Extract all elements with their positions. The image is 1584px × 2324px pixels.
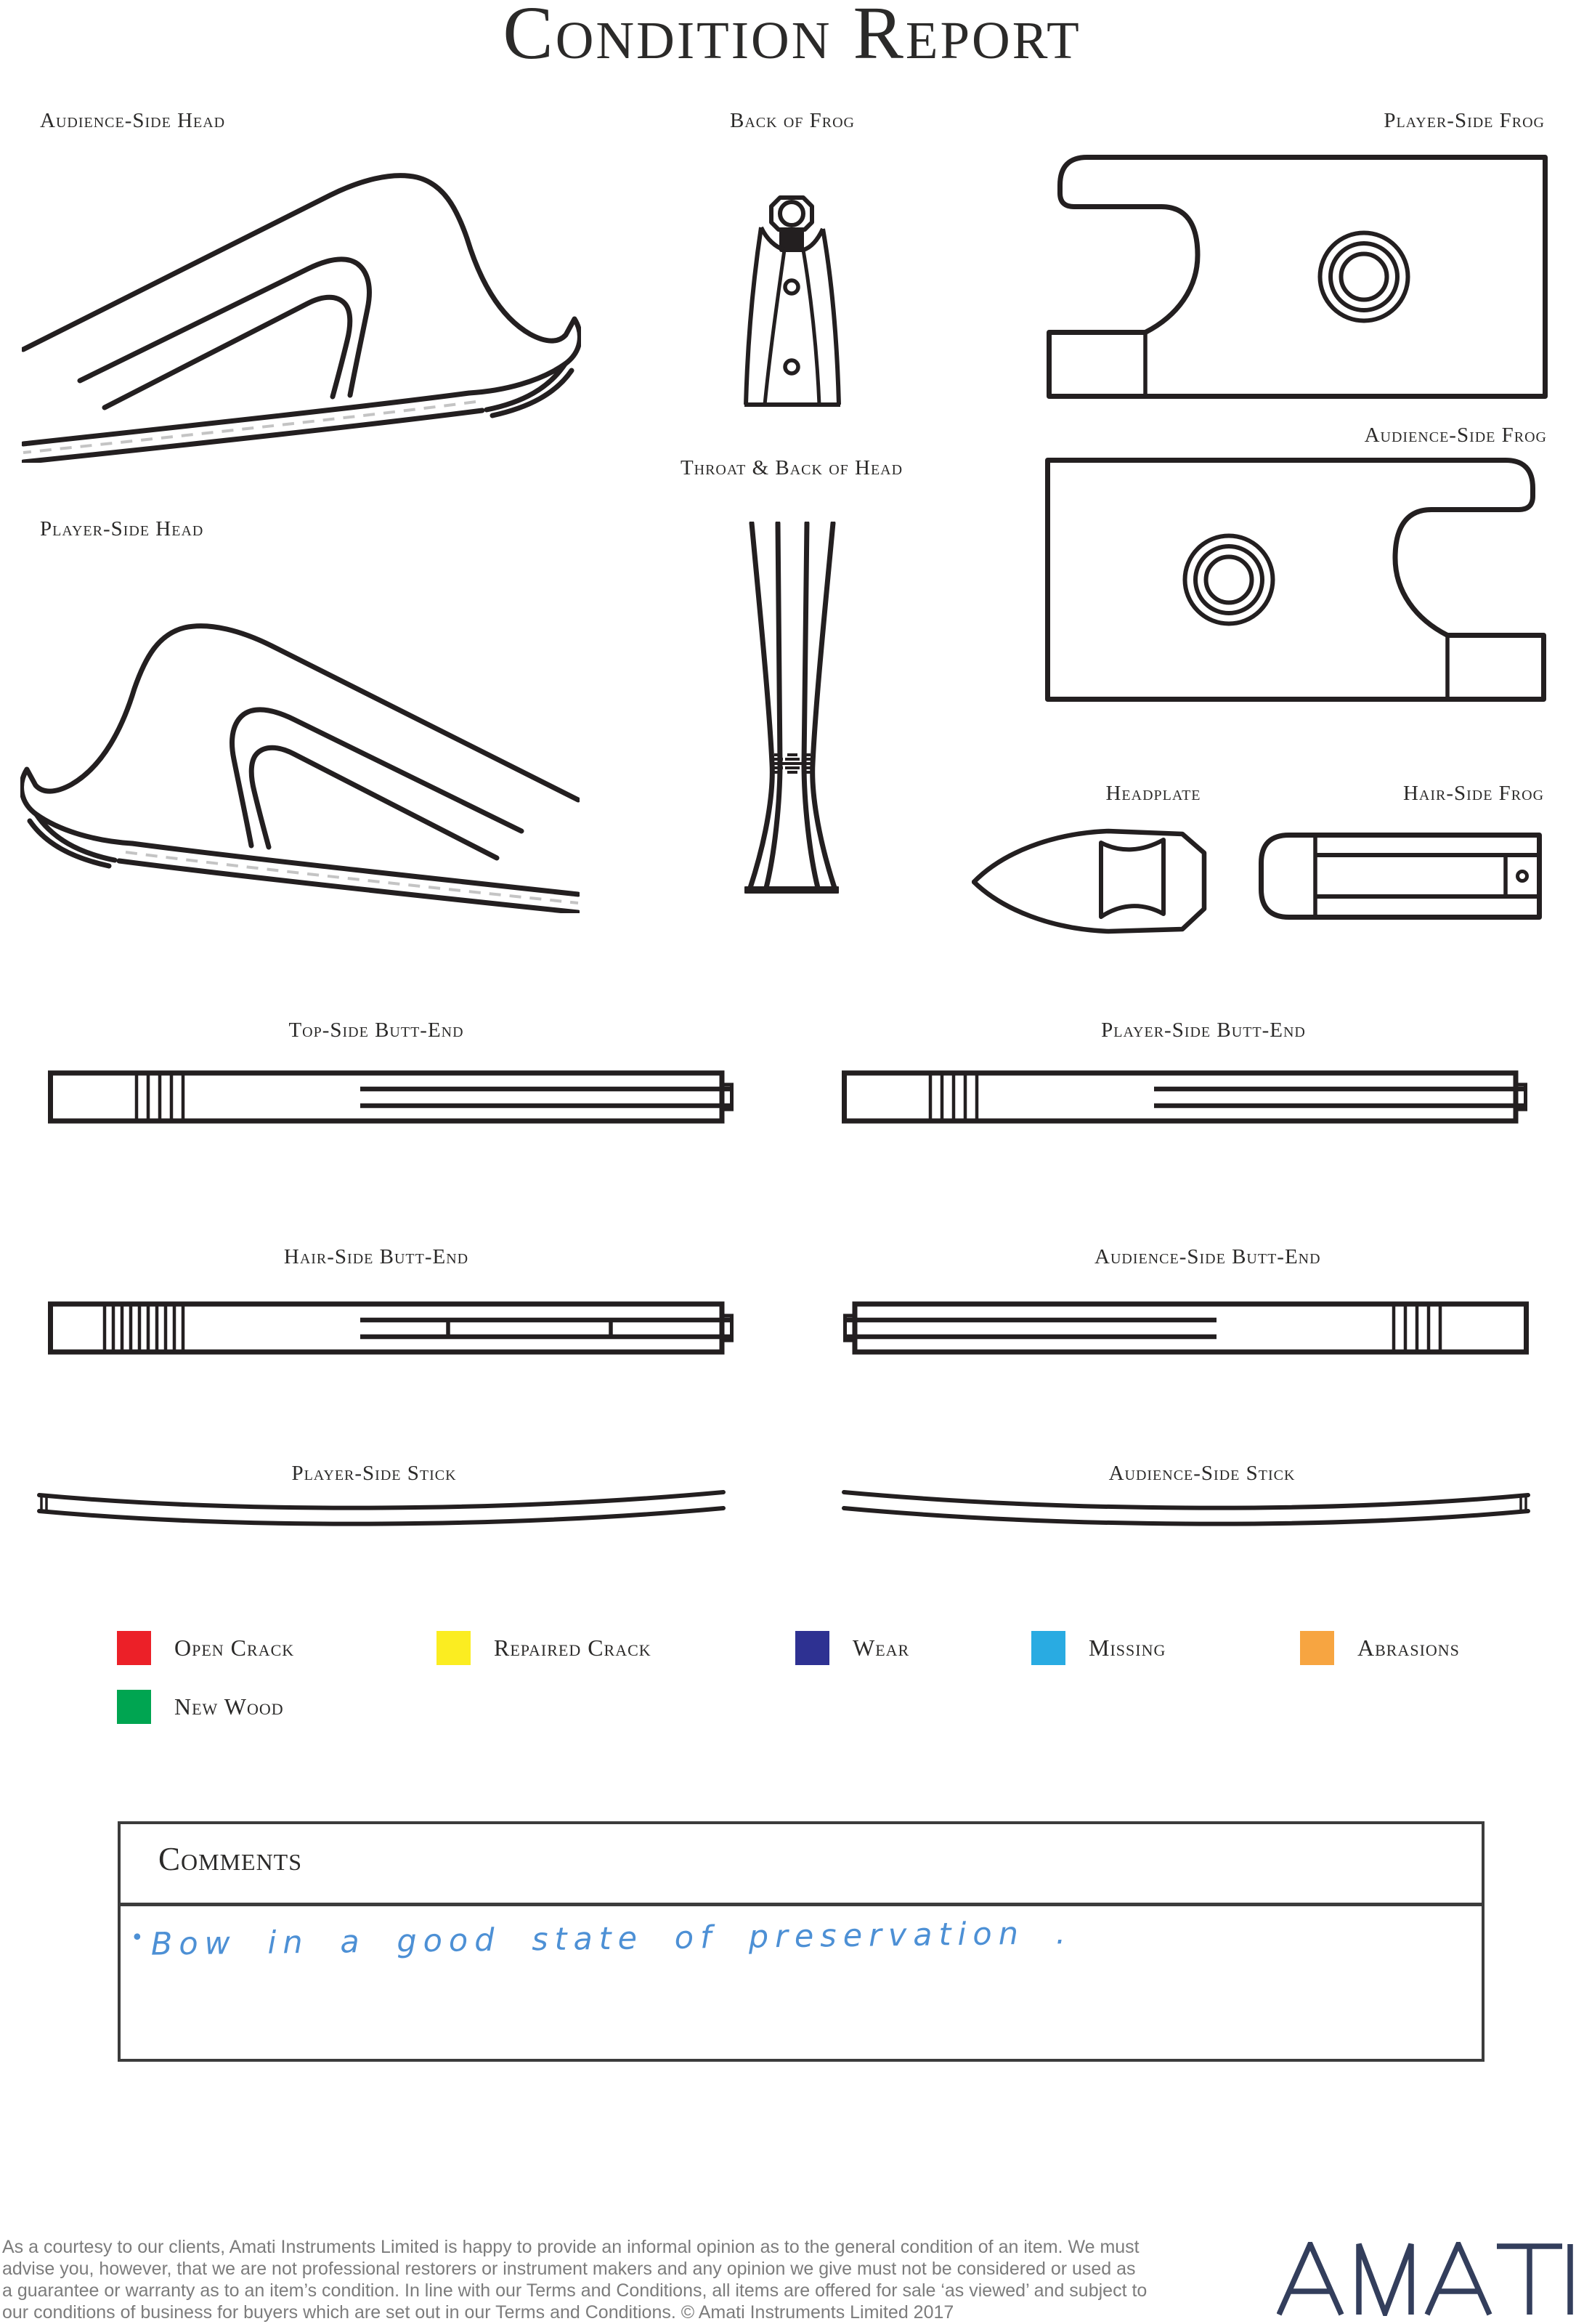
legend-item-abrasions [1300, 1630, 1460, 1665]
label-player-side-frog: Player-Side Frog [1384, 109, 1545, 132]
label-audience-side-frog: Audience-Side Frog [1364, 424, 1547, 447]
audience-side-head-drawing [22, 139, 581, 463]
legend-item-repaired-crack [436, 1630, 651, 1665]
audience-side-stick-drawing [841, 1486, 1531, 1530]
abrasions-swatch [1300, 1631, 1334, 1665]
label-audience-side-butt-end: Audience-Side Butt-End [1094, 1245, 1321, 1268]
label-audience-side-head: Audience-Side Head [40, 109, 226, 132]
headplate-drawing [972, 825, 1207, 936]
page-title: Condition Report [503, 0, 1081, 75]
player-side-butt-end-drawing [842, 1068, 1529, 1126]
throat-back-of-head-drawing [744, 522, 839, 896]
legend-label: Open Crack [174, 1634, 295, 1661]
legend-label: Missing [1089, 1634, 1166, 1661]
comment-bullet: • [130, 1924, 144, 1951]
top-side-butt-end-drawing [48, 1068, 735, 1126]
hair-side-frog-drawing [1259, 833, 1542, 920]
back-of-frog-drawing [741, 193, 842, 407]
wear-swatch [795, 1631, 829, 1665]
legend-label: Abrasions [1357, 1634, 1460, 1661]
comments-header [121, 1824, 1482, 1906]
legend-label: New Wood [174, 1693, 284, 1720]
label-audience-side-stick: Audience-Side Stick [1108, 1462, 1296, 1485]
open-crack-swatch [117, 1631, 151, 1665]
hair-side-butt-end-drawing [48, 1299, 735, 1357]
label-top-side-butt-end: Top-Side Butt-End [288, 1019, 464, 1042]
legend-item-wear [795, 1630, 909, 1665]
legend-item-new-wood [117, 1689, 284, 1724]
disclaimer-line: our conditions of business for buyers which are set out in our Terms and Conditions. © Amati Instruments Limited 2017 [2, 2302, 954, 2323]
handwritten-comment [131, 1909, 1439, 1963]
label-hair-side-frog: Hair-Side Frog [1402, 782, 1545, 805]
legend-item-open-crack [117, 1630, 294, 1665]
label-throat-back-of-head: Throat & Back of Head [680, 456, 903, 479]
comments-heading: Comments [158, 1841, 303, 1877]
label-headplate: Headplate [1105, 782, 1201, 805]
legend-label: Wear [853, 1634, 910, 1661]
comment-text: Bow in a good state of preservation . [150, 1915, 1073, 1963]
amati-logo [1277, 2242, 1575, 2320]
label-player-side-butt-end: Player-Side Butt-End [1101, 1019, 1306, 1042]
label-back-of-frog: Back of Frog [730, 109, 855, 132]
comments-box [118, 1821, 1485, 2062]
player-side-stick-drawing [36, 1486, 726, 1530]
legend-item-missing [1031, 1630, 1166, 1665]
footer-disclaimer [2, 2236, 1284, 2323]
amati-logo-icon [1277, 2242, 1575, 2316]
disclaimer-line: a guarantee or warranty as to an item’s condition. In line with our Terms and Conditions, all items are offered for sale ‘as viewed’ and subject to [2, 2280, 1148, 2301]
disclaimer-line: advise you, however, that we are not professional restorers or instrument makers and any opinion we give must not be considered or used as [2, 2259, 1136, 2279]
legend-label: Repaired Crack [494, 1634, 651, 1661]
repaired-crack-swatch [436, 1631, 471, 1665]
label-hair-side-butt-end: Hair-Side Butt-End [283, 1245, 469, 1268]
label-player-side-stick: Player-Side Stick [291, 1462, 457, 1485]
missing-swatch [1031, 1631, 1065, 1665]
disclaimer-line: As a courtesy to our clients, Amati Instruments Limited is happy to provide an informal opinion as to the general condition of an item. We must [2, 2237, 1140, 2257]
player-side-frog-drawing [1047, 155, 1548, 399]
new-wood-swatch [117, 1690, 151, 1724]
audience-side-butt-end-drawing [842, 1299, 1529, 1357]
audience-side-frog-drawing [1045, 458, 1546, 702]
player-side-head-drawing [20, 590, 580, 913]
label-player-side-head: Player-Side Head [40, 517, 204, 540]
